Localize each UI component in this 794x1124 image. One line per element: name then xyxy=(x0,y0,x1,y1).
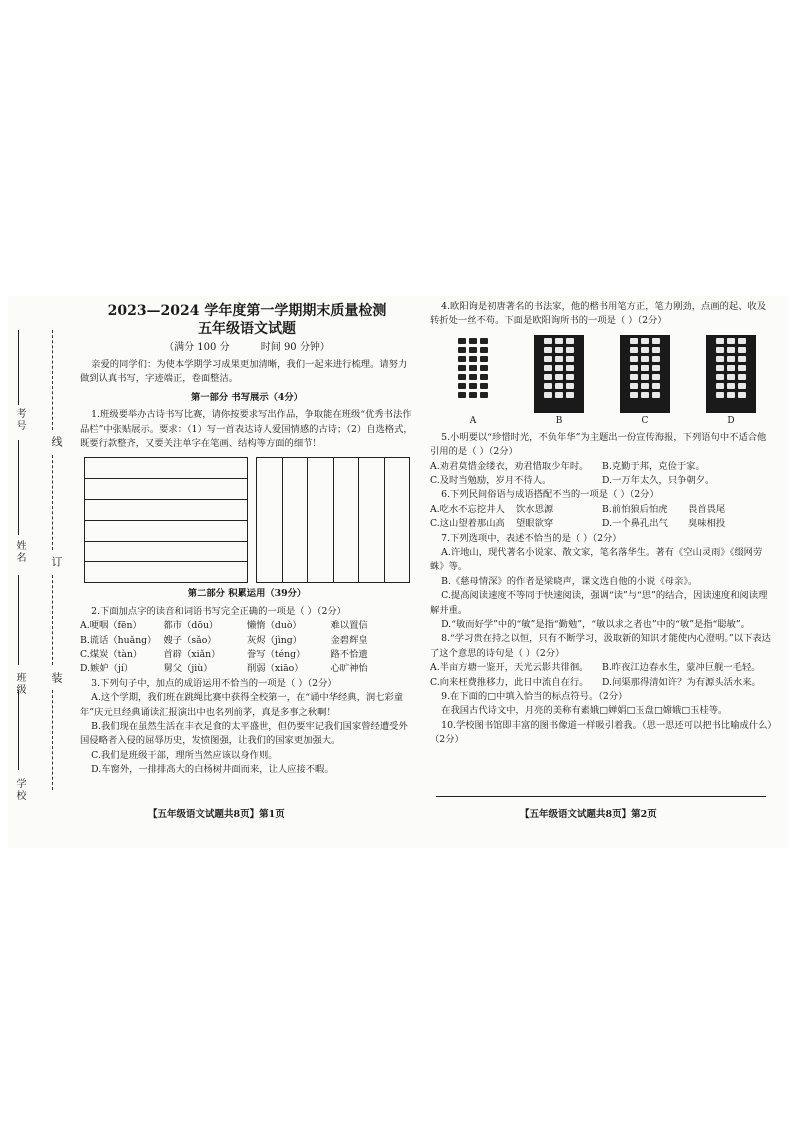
footer-divider xyxy=(436,796,766,797)
class-line xyxy=(18,575,19,665)
exam-no-label: 考号 xyxy=(14,408,25,432)
q2-option-d-3: 削弱（xiāo） xyxy=(247,663,304,675)
question-6: 6.下列民间俗语与成语搭配不当的一项是（ ）（2分） xyxy=(441,489,659,501)
page-2 xyxy=(430,300,774,748)
vertical-writing-grid[interactable] xyxy=(256,457,410,583)
q5-option-row xyxy=(430,460,774,474)
seal-line-low xyxy=(52,575,53,665)
q7-option-c: C.提高阅读速度不等同于快速阅读，强调“读”与“思”的结合，因读速度和阅读理解并重。 xyxy=(430,590,768,616)
school-line xyxy=(18,690,19,770)
q5-option-c: C.及时当勉励，岁月不待人。 xyxy=(430,474,552,486)
question-3: 3.下列句子中，加点的成语运用不恰当的一项是（ ）（2分） xyxy=(91,677,337,689)
q7-option-d: D.“敏而好学”中的“敏”是指“勤勉”，“敏以求之者也”中的“敏”是指“聪敏”。 xyxy=(441,619,750,631)
seal-line-mid xyxy=(52,455,53,550)
q8-option-b: B.昨夜江边春水生，蒙冲巨舰一毛轻。 xyxy=(602,662,761,674)
q2-option-d-2: 舅父（jiù） xyxy=(163,663,213,675)
q2-option-row xyxy=(80,634,414,648)
question-1: 1.班级要举办古诗书写比赛，请你按要求写出作品，争取能在班级“优秀书法作品栏”中张贴展示。要求：（1）写一首表达诗人爱国情感的古诗；（2）自选格式，既要行款整齐，又要关注单字在笔画、结构等方面的细节！ xyxy=(80,409,413,449)
page-1 xyxy=(80,300,414,778)
full-score: （满分 100 分 xyxy=(164,342,230,354)
q2-option-a-2: 都市（dōu） xyxy=(163,620,219,632)
question-9: 9.在下面的□中填入恰当的标点符号。（2分） xyxy=(441,691,628,703)
name-line xyxy=(18,440,19,535)
q6-option-row xyxy=(430,517,774,531)
q8-option-row xyxy=(430,676,774,690)
exam-title: 2023—2024 学年度第一学期期末质量检测 xyxy=(107,303,387,319)
q2-option-c-1: C.煤炭（tàn） xyxy=(80,648,143,660)
class-label: 班级 xyxy=(14,672,25,696)
q6-option-row xyxy=(430,503,774,517)
question-2: 2.下面加点字的读音和词语书写完全正确的一项是（ ）（2分） xyxy=(91,605,346,617)
label-a: A xyxy=(469,415,477,426)
seal-line-bottom xyxy=(52,690,53,790)
q2-option-b-1: B.谎话（huǎng） xyxy=(80,634,157,646)
label-c: C xyxy=(641,415,649,426)
q5-option-b: B.克勤于邦，克俭于家。 xyxy=(602,460,705,472)
question-10: 10.学校图书馆即丰富的图书像道一样吸引着我。（思一思还可以把书比喻成什么）（2分） xyxy=(430,719,773,746)
q6-option-a: A.吃水不忘挖井人 xyxy=(430,503,505,515)
q6-option-c: C.这山望着那山高 xyxy=(430,518,505,530)
question-4: 4.欧阳询是初唐著名的书法家，他的楷书用笔方正，笔力刚劲，点画的起、收及转折处一丝不苟。下面是欧阳询所书的一项是（ ）（2分） xyxy=(430,301,767,327)
seal-line-top xyxy=(52,330,53,430)
seal-char-ding: 订 xyxy=(50,556,63,567)
exam-no-line xyxy=(18,330,19,405)
q7-option-a: A.许地山，现代著名小说家、散文家，笔名落华生。著有《空山灵雨》《缀网劳蛛》等。 xyxy=(430,547,763,573)
label-b: B xyxy=(555,415,563,426)
horizontal-writing-grid[interactable] xyxy=(84,457,248,583)
q5-option-d: D.一万年太久，只争朝夕。 xyxy=(602,474,715,486)
q8-option-d: D.问渠那得清如许？为有源头活水来。 xyxy=(602,676,761,688)
q2-option-b-3: 灰烬（jìng） xyxy=(247,634,302,646)
q2-option-row xyxy=(80,662,414,676)
part1-heading: 第一部分 书写展示（4分） xyxy=(191,391,303,403)
q3-option-a: A.这个学期，我们班在跳绳比赛中获得全校第一，在“诵中华经典，润七彩童年”庆元旦经典诵读汇报演出中也名列前茅，真是多事之秋啊！ xyxy=(80,692,404,718)
label-d: D xyxy=(727,415,735,426)
q2-option-b-4: 金碧辉皇 xyxy=(330,634,368,646)
writing-grids xyxy=(84,457,414,583)
q2-option-c-3: 誊写（téng） xyxy=(247,648,306,660)
q5-option-a: A.劝君莫惜金缕衣，劝君惜取少年时。 xyxy=(430,460,589,472)
question-8: 8.“学习贵在持之以恒，只有不断学习，汲取新的知识才能使内心澄明。”以下表达了这个意思的诗句是（ ）（2分） xyxy=(430,633,771,659)
q6-option-b-idiom: 畏首畏尾 xyxy=(688,503,726,515)
calligraphy-labels xyxy=(430,415,774,429)
q2-option-c-2: 首辟（xiǎn） xyxy=(163,648,221,660)
q2-option-a-1: A.哽咽（fēn） xyxy=(80,620,142,632)
calligraphy-sample-d xyxy=(706,335,756,413)
q2-option-d-1: D.嫉妒（jí） xyxy=(80,663,134,675)
q2-option-b-2: 嫂子（sǎo） xyxy=(163,634,217,646)
greeting: 亲爱的同学们：为使本学期学习成果更加清晰，我们一起来进行梳理。请努力做到认真书写，字迹端正，卷面整洁。 xyxy=(80,358,408,385)
school-label: 学校 xyxy=(14,778,25,802)
calligraphy-samples xyxy=(430,335,774,413)
q9-text: 在我国古代诗文中，月亮的美称有素娥□婵娟□玉盘□嫦娥□玉桂等。 xyxy=(441,705,728,717)
question-7: 7.下列选项中，表述不恰当的是（ ）（2分） xyxy=(441,532,622,544)
q3-option-c: C.我们是班级干部，理所当然应该以身作则。 xyxy=(91,749,278,761)
q2-option-a-4: 难以置信 xyxy=(330,620,368,632)
q6-option-a-idiom: 饮水思源 xyxy=(516,503,554,515)
calligraphy-sample-c xyxy=(620,335,670,413)
q6-option-c-idiom: 望眼欲穿 xyxy=(516,518,554,530)
footer-page-1: 【五年级语文试题共8页】第1页 xyxy=(148,809,285,820)
q6-option-d: D.一个鼻孔出气 xyxy=(602,518,668,530)
q3-option-d: D.车窗外，一排排高大的白杨树井面而来，让人应接不暇。 xyxy=(91,764,334,776)
q2-option-row xyxy=(80,648,414,662)
q6-option-d-idiom: 臭味相投 xyxy=(688,518,726,530)
q2-option-c-4: 路不恰遗 xyxy=(330,648,368,660)
seal-char-xian: 线 xyxy=(50,436,63,447)
q2-option-row xyxy=(80,619,414,633)
q6-option-b: B.前怕狼后怕虎 xyxy=(602,503,668,515)
q2-option-d-4: 心旷神怡 xyxy=(330,663,368,675)
footer-page-2: 【五年级语文试题共8页】第2页 xyxy=(520,809,657,820)
q5-option-row xyxy=(430,474,774,488)
q3-option-b: B.我们现在虽然生活在丰衣足食的太平盛世，但仍要牢记我们国家曾经遭受外国侵略者入侵的屈辱历史，发愤图强，让我们的国家更加强大。 xyxy=(80,720,408,747)
q8-option-a: A.半亩方塘一鉴开，天光云影共徘徊。 xyxy=(430,662,589,674)
q7-option-b: B.《慈母情深》的作者是梁晓声，课文选自他的小说《母亲》。 xyxy=(441,575,698,587)
exam-time: 时间 90 分钟） xyxy=(260,342,330,354)
q8-option-row xyxy=(430,661,774,675)
score-line xyxy=(80,340,414,356)
question-5: 5.小明要以“珍惜时光，不负年华”为主题出一份宣传海报，下列语句中不适合他引用的是（ ）（2分） xyxy=(430,431,767,458)
q2-option-a-3: 懒惰（duò） xyxy=(247,620,302,632)
part2-heading: 第二部分 积累运用（39分） xyxy=(187,588,307,600)
seal-char-zhuang: 装 xyxy=(50,672,63,683)
calligraphy-sample-a xyxy=(448,335,498,413)
calligraphy-sample-b xyxy=(534,335,584,413)
name-label: 姓名 xyxy=(14,540,25,564)
q8-option-c: C.向来枉费推移力，此日中流自在行。 xyxy=(430,676,589,688)
exam-subtitle: 五年级语文试题 xyxy=(198,321,296,338)
